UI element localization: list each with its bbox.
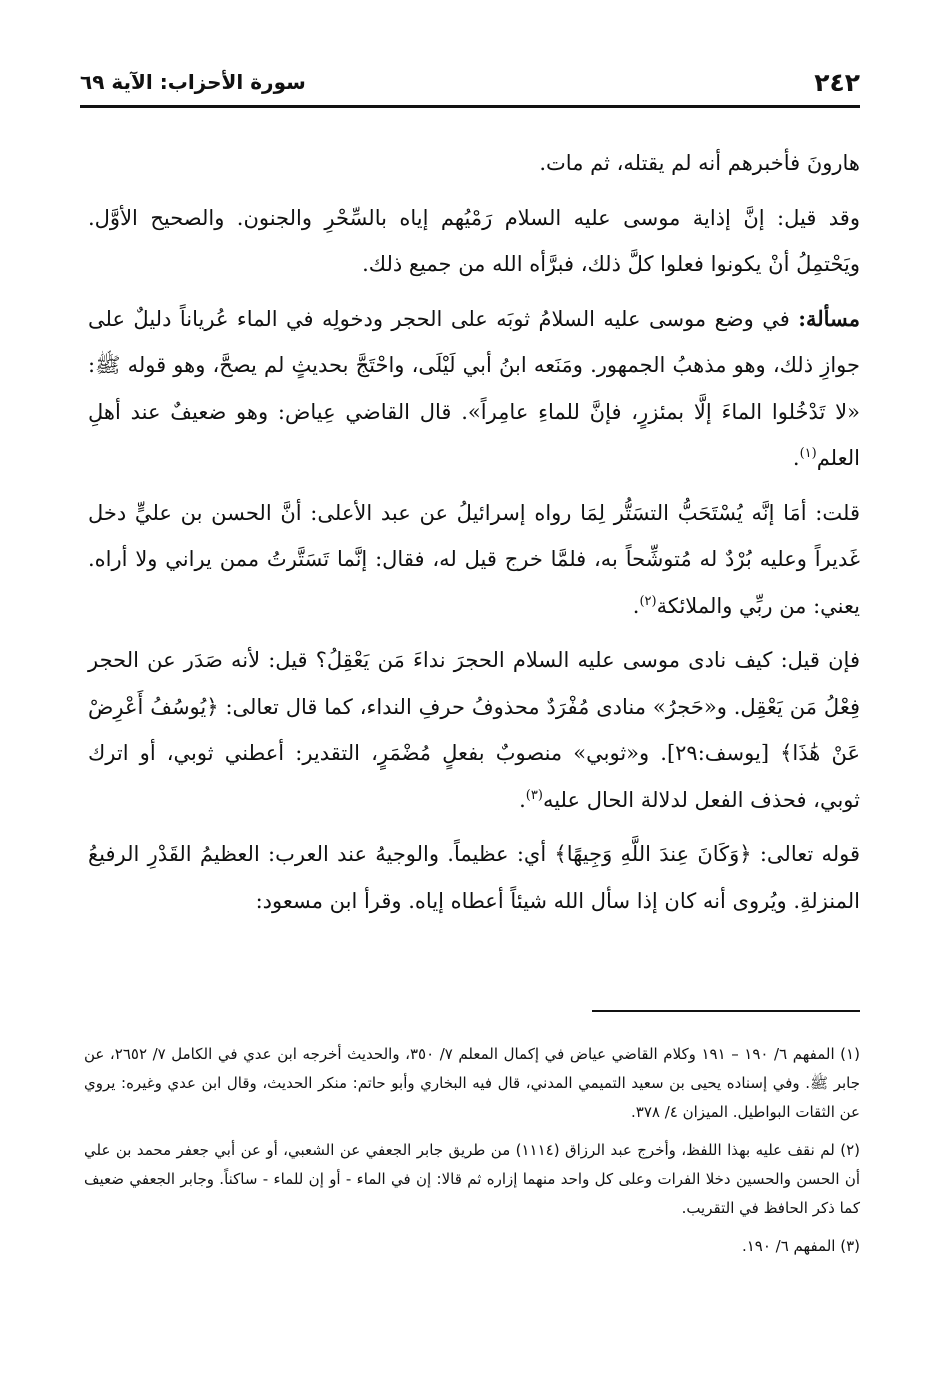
footnote-3: (٣) المفهم ٦/ ١٩٠.	[741, 1237, 860, 1255]
main-text	[88, 140, 860, 932]
paragraph-5-end: .	[519, 787, 526, 812]
quran-quote-wajih: ﴿وَكَانَ عِندَ اللَّهِ وَجِيهًا﴾	[554, 842, 752, 866]
paragraph-6-text-b: أي: عظيماً. والوجيهُ عند العرب: العظيمُ القَدْرِ الرفيعُ المنزلةِ. ويُروى أنه كان إذا سأل الله شيئاً أعطاه إياه. وقرأ ابن مسعود:	[88, 842, 860, 913]
footnote-1: (١) المفهم ٦/ ١٩٠ – ١٩١ وكلام القاضي عياض في إكمال المعلم ٧/ ٣٥٠، والحديث أخرجه ابن عدي في الكامل ٧/ ٢٦٥٢، عن جابر ﷺ. وفي إسناده يحيى بن سعيد التميمي المدني، قال فيه البخاري وأبو حاتم: منكر الحديث، وقال ابن عدي وغيره: يروي عن الثقات البواطيل. الميزان ٤/ ٣٧٨.	[84, 1045, 860, 1121]
paragraph-4-end: .	[632, 593, 640, 618]
paragraph-5	[88, 637, 860, 823]
paragraph-3-text: في وضع موسى عليه السلامُ ثوبَه على الحجر ودخولِه في الماء عُرياناً دليلٌ على جوازِ ذلك، وهو مذهبُ الجمهور. ومَنَعه ابنُ أبي لَيْلَى، واحْتَجَّ بحديثٍ لم يصحَّ، وهو قوله ﷺ: «لا تَدْخُلوا الماءَ إلَّا بمئزرٍ، فإنَّ للماءِ عامِراً». قال القاضي عِياض: وهو ضعيفٌ عند أهلِ العلم	[88, 306, 860, 470]
paragraph-6	[88, 831, 860, 924]
paragraph-5-text-b: [يوسف:٢٩]. و«ثوبي» منصوبٌ بفعلٍ مُضْمَرٍ، التقدير: أعطني ثوبي، أو اترك ثوبي، فحذف الفعل لدلالة الحال عليه	[88, 741, 860, 812]
footnote-ref-3: (٣)	[525, 787, 543, 803]
header-rule	[80, 105, 860, 108]
paragraph-1: هارونَ فأخبرهم أنه لم يقتله، ثم مات.	[539, 151, 860, 175]
footnote-ref-1: (١)	[799, 446, 817, 461]
paragraph-3	[88, 296, 860, 482]
quran-quote-yusuf: ﴿يُوسُفُ أَعْرِضْ عَنْ هَٰذَا﴾	[88, 694, 860, 765]
paragraph-4	[88, 490, 860, 630]
footnote-ref-2: (٢)	[639, 593, 657, 609]
footnotes	[84, 1040, 860, 1270]
paragraph-4-text: قلت: أمَا إنَّه يُسْتَحَبُّ التسَتُّر لِمَا رواه إسرائيلُ عن عبد الأعلى: أنَّ الحسن بن عليٍّ دخل غَديراً وعليه بُرْدٌ له مُتوشِّحاً به، فلمَّا خرج قيل له، فقال: إنَّما تَسَتَّرتُ ممن يراني ولا أراه. يعني: من ربِّي والملائكة	[88, 500, 860, 618]
running-title: سورة الأحزاب: الآية ٦٩	[80, 70, 306, 94]
paragraph-5-text-a: فإن قيل: كيف نادى موسى عليه السلام الحجرَ نداءَ مَن يَعْقِلُ؟ قيل: لأنه صَدَر عن الحجر فِعْلُ مَن يَعْقِل. و«حَجرُ» منادى مُفْرَدٌ محذوفُ حرفِ النداء، كما قال تعالى:	[88, 648, 860, 719]
paragraph-2: وقد قيل: إنَّ إذاية موسى عليه السلام رَمْيُهم إياه بالسِّحْرِ والجنون. والصحيح الأوَّل. ويَحْتمِلُ أنْ يكونوا فعلوا كلَّ ذلك، فبرَّأه الله من جميع ذلك.	[88, 205, 860, 276]
page-number: ٢٤٢	[814, 68, 860, 97]
issue-heading: مسألة:	[798, 305, 860, 331]
footnote-separator	[592, 1010, 860, 1012]
paragraph-3-end: .	[792, 446, 800, 470]
page-header	[80, 62, 860, 102]
footnote-2: (٢) لم نقف عليه بهذا اللفظ، وأخرج عبد الرزاق (١١١٤) من طريق جابر الجعفي عن الشعبي، أو عن أبي جعفر محمد بن علي أن الحسن والحسين دخلا الفرات وعلى كل واحد منهما إزاره ثم قالا: إن في الماء - أو إن للماء - ساكناً. وجابر الجعفي ضعيف كما ذكر الحافظ في التقريب.	[84, 1141, 860, 1217]
paragraph-6-text-a: قوله تعالى:	[751, 842, 860, 866]
